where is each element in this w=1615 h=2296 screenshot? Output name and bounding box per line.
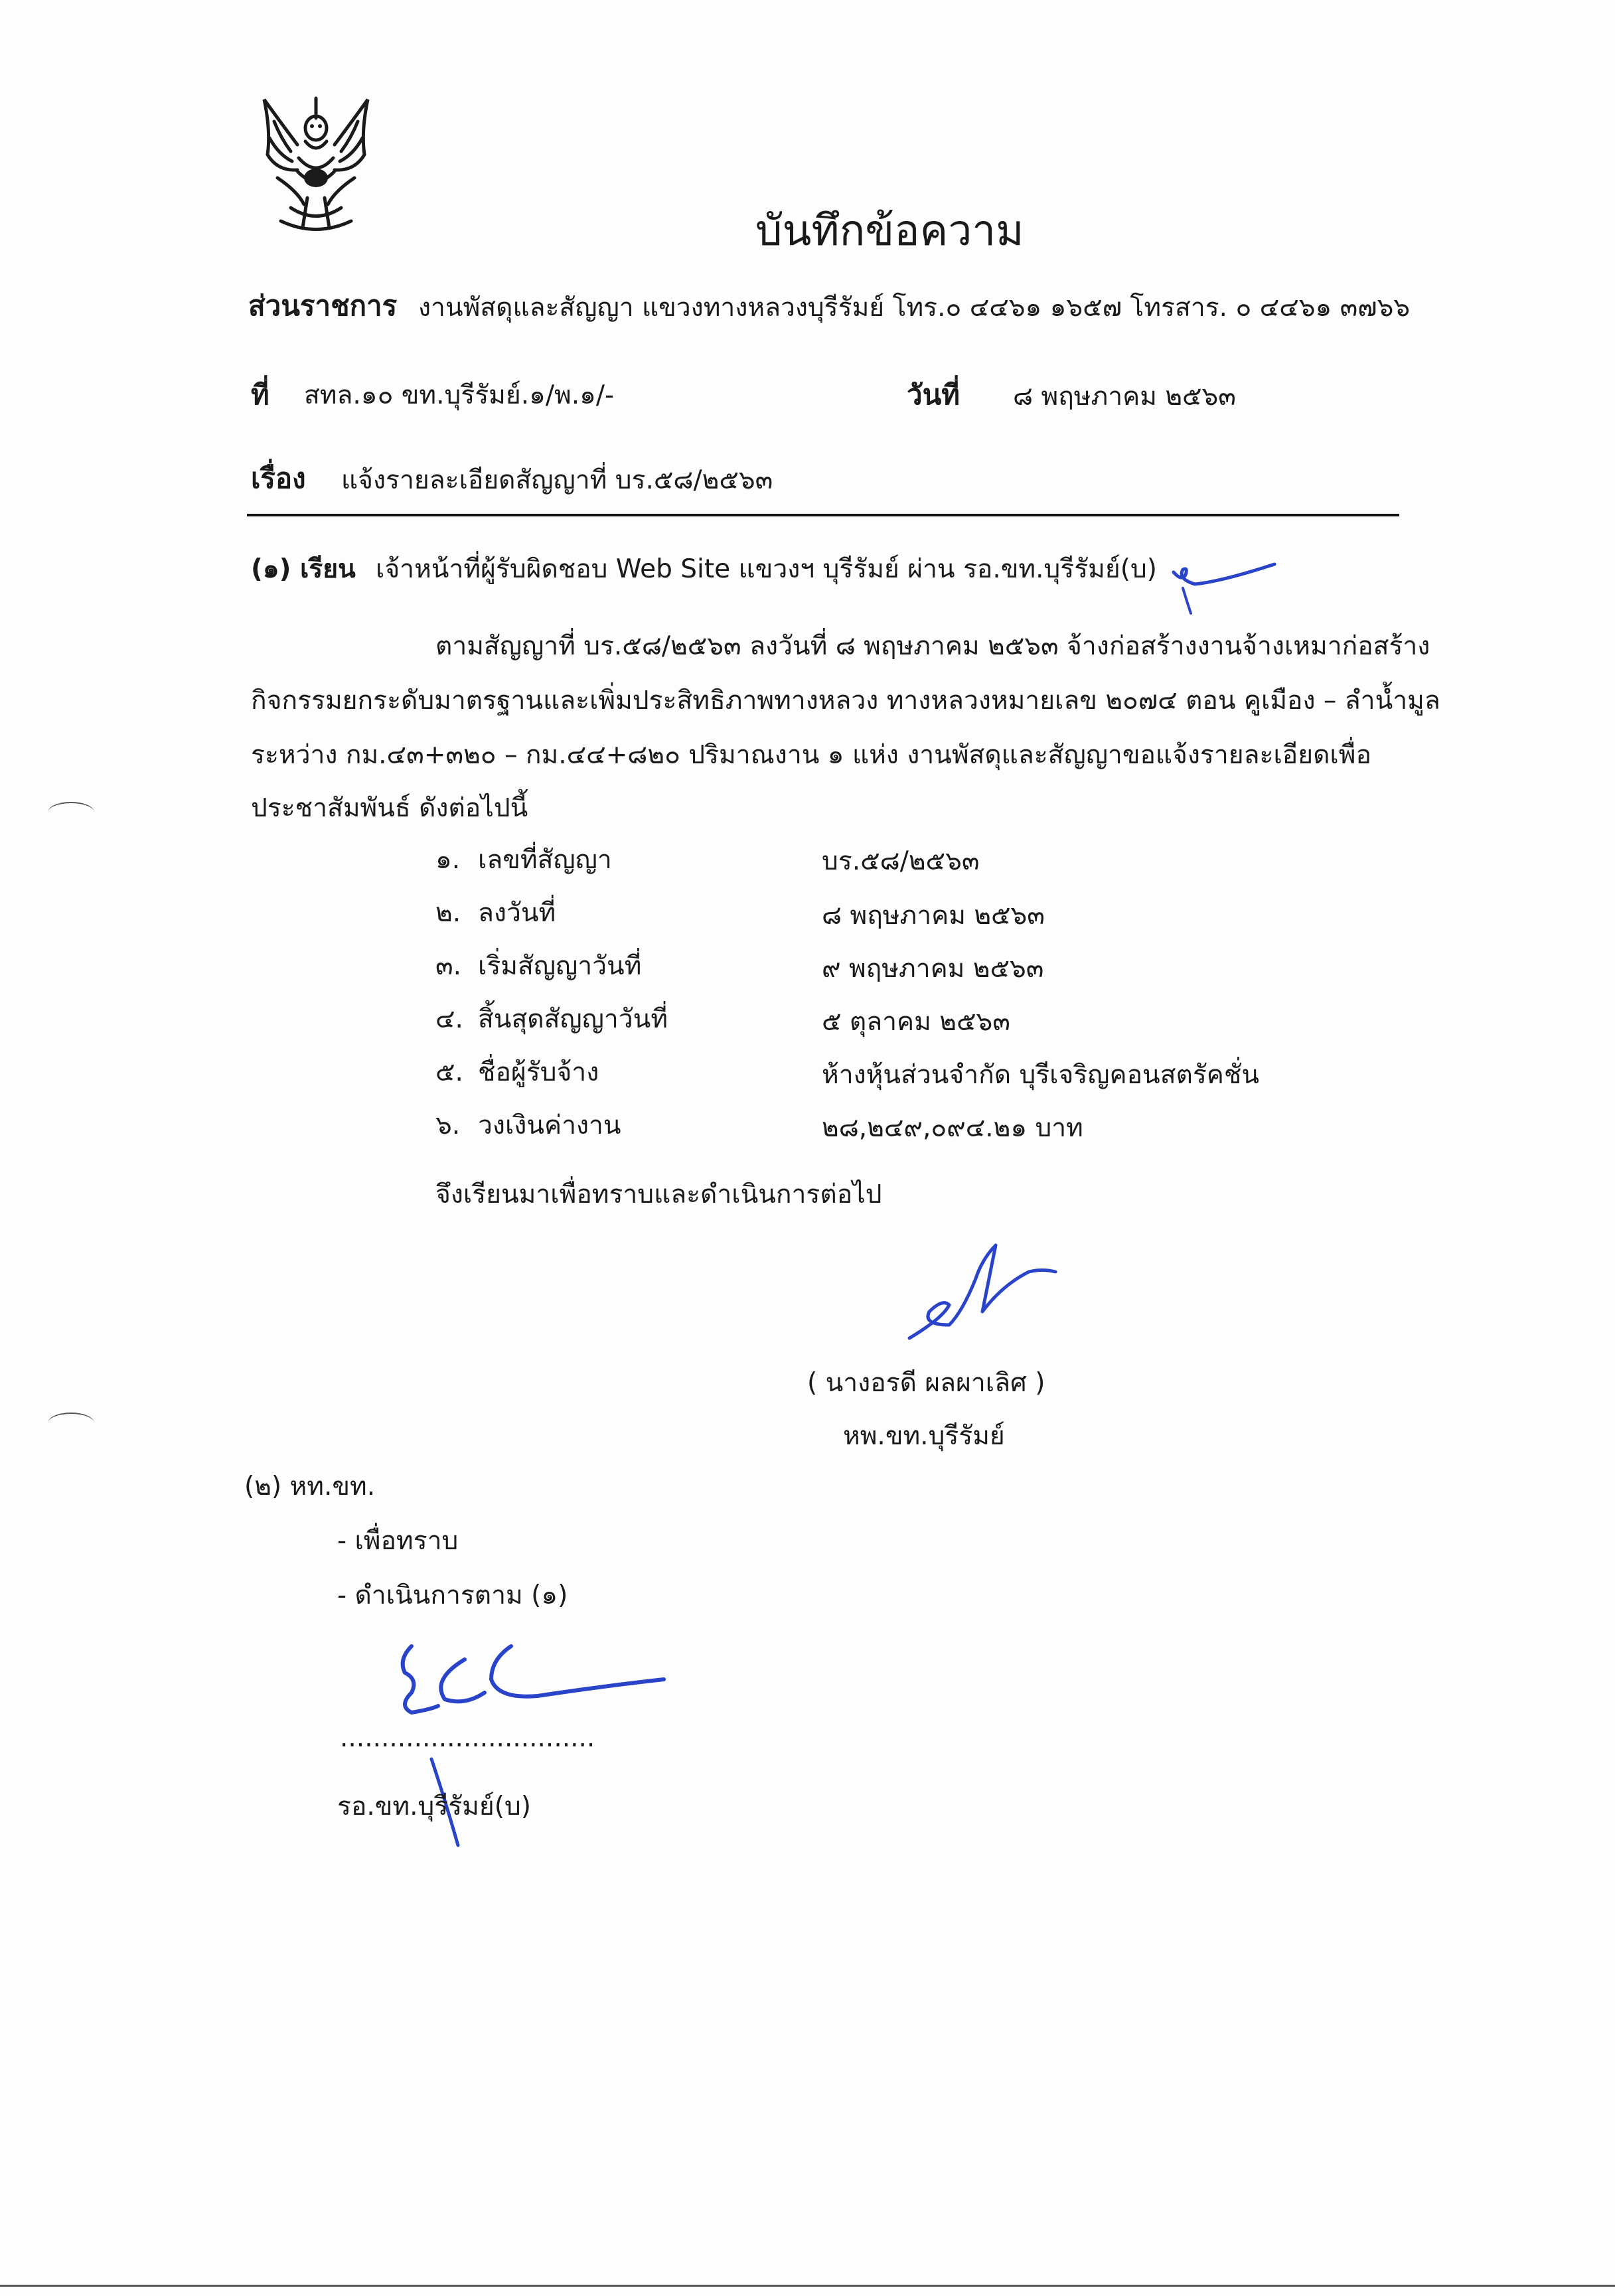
subject-label: เรื่อง bbox=[251, 462, 306, 495]
check-mark-ink bbox=[1168, 555, 1281, 628]
addressee-label: (๑) เรียน bbox=[251, 554, 356, 584]
endorsement-item: - เพื่อทราบ bbox=[337, 1526, 459, 1556]
list-item-label: ชื่อผู้รับจ้าง bbox=[478, 1057, 599, 1087]
scan-edge-line bbox=[0, 2285, 1615, 2287]
signature-ink bbox=[903, 1239, 1062, 1351]
ref-number: สทล.๑๐ ขท.บุรีรัมย์.๑/พ.๑/- bbox=[304, 380, 615, 410]
body-line-4: ประชาสัมพันธ์ ดังต่อไปนี้ bbox=[251, 793, 528, 823]
body-line-3: ระหว่าง กม.๔๓+๓๒๐ – กม.๔๔+๘๒๐ ปริมาณงาน ๑ แห่ง งานพัสดุและสัญญาขอแจ้งรายละเอียดเพื่อ bbox=[251, 740, 1371, 770]
list-item-number: ๔. bbox=[435, 1004, 463, 1034]
list-item-value: ๕ ตุลาคม ๒๕๖๓ bbox=[822, 1007, 1010, 1037]
list-item-value: ๙ พฤษภาคม ๒๕๖๓ bbox=[822, 954, 1044, 984]
list-item-label: วงเงินค่างาน bbox=[478, 1110, 621, 1140]
body-line-2: กิจกรรมยกระดับมาตรฐานและเพิ่มประสิทธิภาพทางหลวง ทางหลวงหมายเลข ๒๐๗๔ ตอน คูเมือง – ลำน้ำมูล bbox=[251, 686, 1440, 716]
agency-text: งานพัสดุและสัญญา แขวงทางหลวงบุรีรัมย์ โทร.๐ ๔๔๖๑ ๑๖๕๗ โทรสาร. ๐ ๔๔๖๑ ๓๗๖๖ bbox=[418, 293, 1411, 323]
signatory-position: หพ.ขท.บุรีรัมย์ bbox=[843, 1421, 1005, 1451]
list-item-value: บร.๕๘/๒๕๖๓ bbox=[822, 846, 980, 876]
garuda-emblem bbox=[251, 92, 381, 239]
list-item-value: ๒๘,๒๔๙,๐๙๔.๒๑ บาท bbox=[822, 1113, 1083, 1143]
agency-label: ส่วนราชการ bbox=[248, 289, 398, 322]
endorsement-label: (๒) หท.ขท. bbox=[244, 1472, 376, 1501]
list-item-label: เริ่มสัญญาวันที่ bbox=[478, 951, 642, 981]
endorsement-item: - ดำเนินการตาม (๑) bbox=[337, 1580, 568, 1610]
list-item-number: ๖. bbox=[435, 1110, 461, 1140]
list-item-number: ๒. bbox=[435, 898, 461, 928]
endorsement-signer: รอ.ขท.บุรีรัมย์(บ) bbox=[337, 1792, 531, 1821]
signatory-name: ( นางอรดี ผลผาเลิศ ) bbox=[807, 1368, 1045, 1398]
list-item-number: ๓. bbox=[435, 951, 462, 981]
list-item-label: สิ้นสุดสัญญาวันที่ bbox=[478, 1004, 668, 1034]
list-item-number: ๕. bbox=[435, 1057, 463, 1087]
memo-date: ๘ พฤษภาคม ๒๕๖๓ bbox=[1013, 382, 1236, 412]
punch-hole-mark bbox=[48, 1413, 94, 1434]
list-item-number: ๑. bbox=[435, 845, 461, 875]
memo-title: บันทึกข้อความ bbox=[755, 206, 1024, 256]
addressee-text: เจ้าหน้าที่ผู้รับผิดชอบ Web Site แขวงฯ บุรีรัมย์ ผ่าน รอ.ขท.บุรีรัมย์(บ) bbox=[376, 554, 1157, 584]
list-item-label: ลงวันที่ bbox=[478, 898, 556, 928]
list-item-value: ห้างหุ้นส่วนจำกัด บุรีเจริญคอนสตรัคชั่น bbox=[822, 1060, 1260, 1090]
list-item-value: ๘ พฤษภาคม ๒๕๖๓ bbox=[822, 901, 1045, 931]
date-label: วันที่ bbox=[907, 378, 960, 411]
body-line-1: ตามสัญญาที่ บร.๕๘/๒๕๖๓ ลงวันที่ ๘ พฤษภาคม ๒๕๖๓ จ้างก่อสร้างงานจ้างเหมาก่อสร้าง bbox=[435, 631, 1430, 661]
signature-dots: ............................... bbox=[340, 1723, 595, 1753]
subject-text: แจ้งรายละเอียดสัญญาที่ บร.๕๘/๒๕๖๓ bbox=[341, 465, 773, 495]
ref-label: ที่ bbox=[251, 378, 269, 411]
closing-line: จึงเรียนมาเพื่อทราบและดำเนินการต่อไป bbox=[435, 1180, 882, 1209]
header-divider bbox=[247, 514, 1399, 516]
punch-hole-mark bbox=[48, 802, 94, 823]
list-item-label: เลขที่สัญญา bbox=[478, 845, 612, 875]
